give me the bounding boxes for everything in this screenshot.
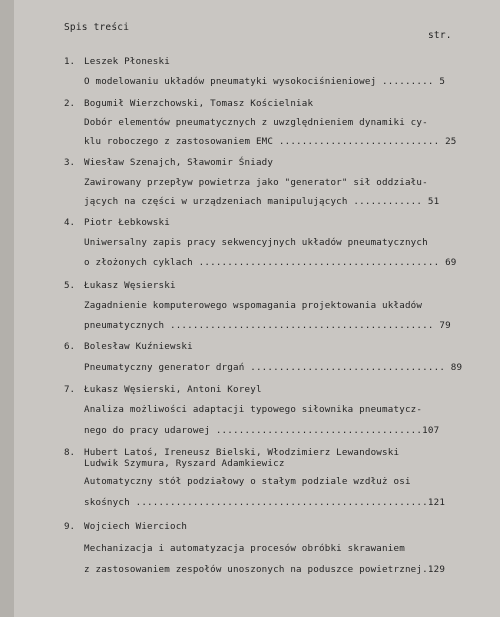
entry-number: 9. (64, 521, 76, 532)
toc-title: Spis treści (64, 22, 130, 33)
entry-title-line: Uniwersalny zapis pracy sekwencyjnych układów pneumatycznych (84, 237, 428, 248)
entry-authors: Łukasz Węsierski (84, 280, 176, 291)
entry-title-line: o złożonych cyklach .......................................... 69 (84, 257, 457, 268)
entry-authors: Leszek Płoneski (84, 56, 170, 67)
entry-number: 4. (64, 217, 76, 228)
entry-title-line: Pneumatyczny generator drgań .................................. 89 (84, 362, 463, 373)
entry-authors: Piotr Łebkowski (84, 217, 170, 228)
entry-title-line: Automatyczny stół podziałowy o stałym podziale wzdłuż osi (84, 476, 411, 487)
entry-title-line: Zawirowany przepływ powietrza jako "generator" sił oddziału- (84, 177, 428, 188)
entry-title-line: jących na części w urządzeniach manipulujących ............ 51 (84, 196, 440, 207)
document-page (14, 0, 500, 617)
entry-authors: Hubert Latoś, Ireneusz Bielski, Włodzimierz Lewandowski (84, 447, 400, 458)
entry-authors: Wiesław Szenajch, Sławomir Śniady (84, 157, 274, 168)
entry-number: 6. (64, 341, 76, 352)
entry-number: 7. (64, 384, 76, 395)
entry-number: 8. (64, 447, 76, 458)
page-edge-shadow (0, 0, 14, 617)
entry-title-line: Dobór elementów pneumatycznych z uwzględnieniem dynamiki cy- (84, 117, 428, 128)
entry-number: 3. (64, 157, 76, 168)
entry-title-line: Analiza możliwości adaptacji typowego siłownika pneumatycz- (84, 404, 423, 415)
entry-title-line: nego do pracy udarowej ....................................107 (84, 425, 440, 436)
entry-authors: Ludwik Szymura, Ryszard Adamkiewicz (84, 458, 285, 469)
entry-title-line: Zagadnienie komputerowego wspomagania projektowania układów (84, 300, 423, 311)
entry-authors: Wojciech Wiercioch (84, 521, 188, 532)
entry-title-line: Mechanizacja i automatyzacja procesów obróbki skrawaniem (84, 543, 405, 554)
entry-title-line: skośnych ...................................................121 (84, 497, 446, 508)
entry-title-line: klu roboczego z zastosowaniem EMC ............................ 25 (84, 136, 457, 147)
entry-title-line: z zastosowaniem zespołów unoszonych na poduszce powietrznej.129 (84, 564, 446, 575)
entry-number: 2. (64, 98, 76, 109)
entry-authors: Bogumił Wierzchowski, Tomasz Kościelniak (84, 98, 314, 109)
page-column-label: str. (428, 30, 452, 41)
entry-authors: Bolesław Kuźniewski (84, 341, 193, 352)
entry-number: 5. (64, 280, 76, 291)
entry-authors: Łukasz Węsierski, Antoni Koreyl (84, 384, 262, 395)
entry-number: 1. (64, 56, 76, 67)
entry-title-line: pneumatycznych .............................................. 79 (84, 320, 451, 331)
entry-title-line: O modelowaniu układów pneumatyki wysokociśnieniowej ......... 5 (84, 76, 446, 87)
